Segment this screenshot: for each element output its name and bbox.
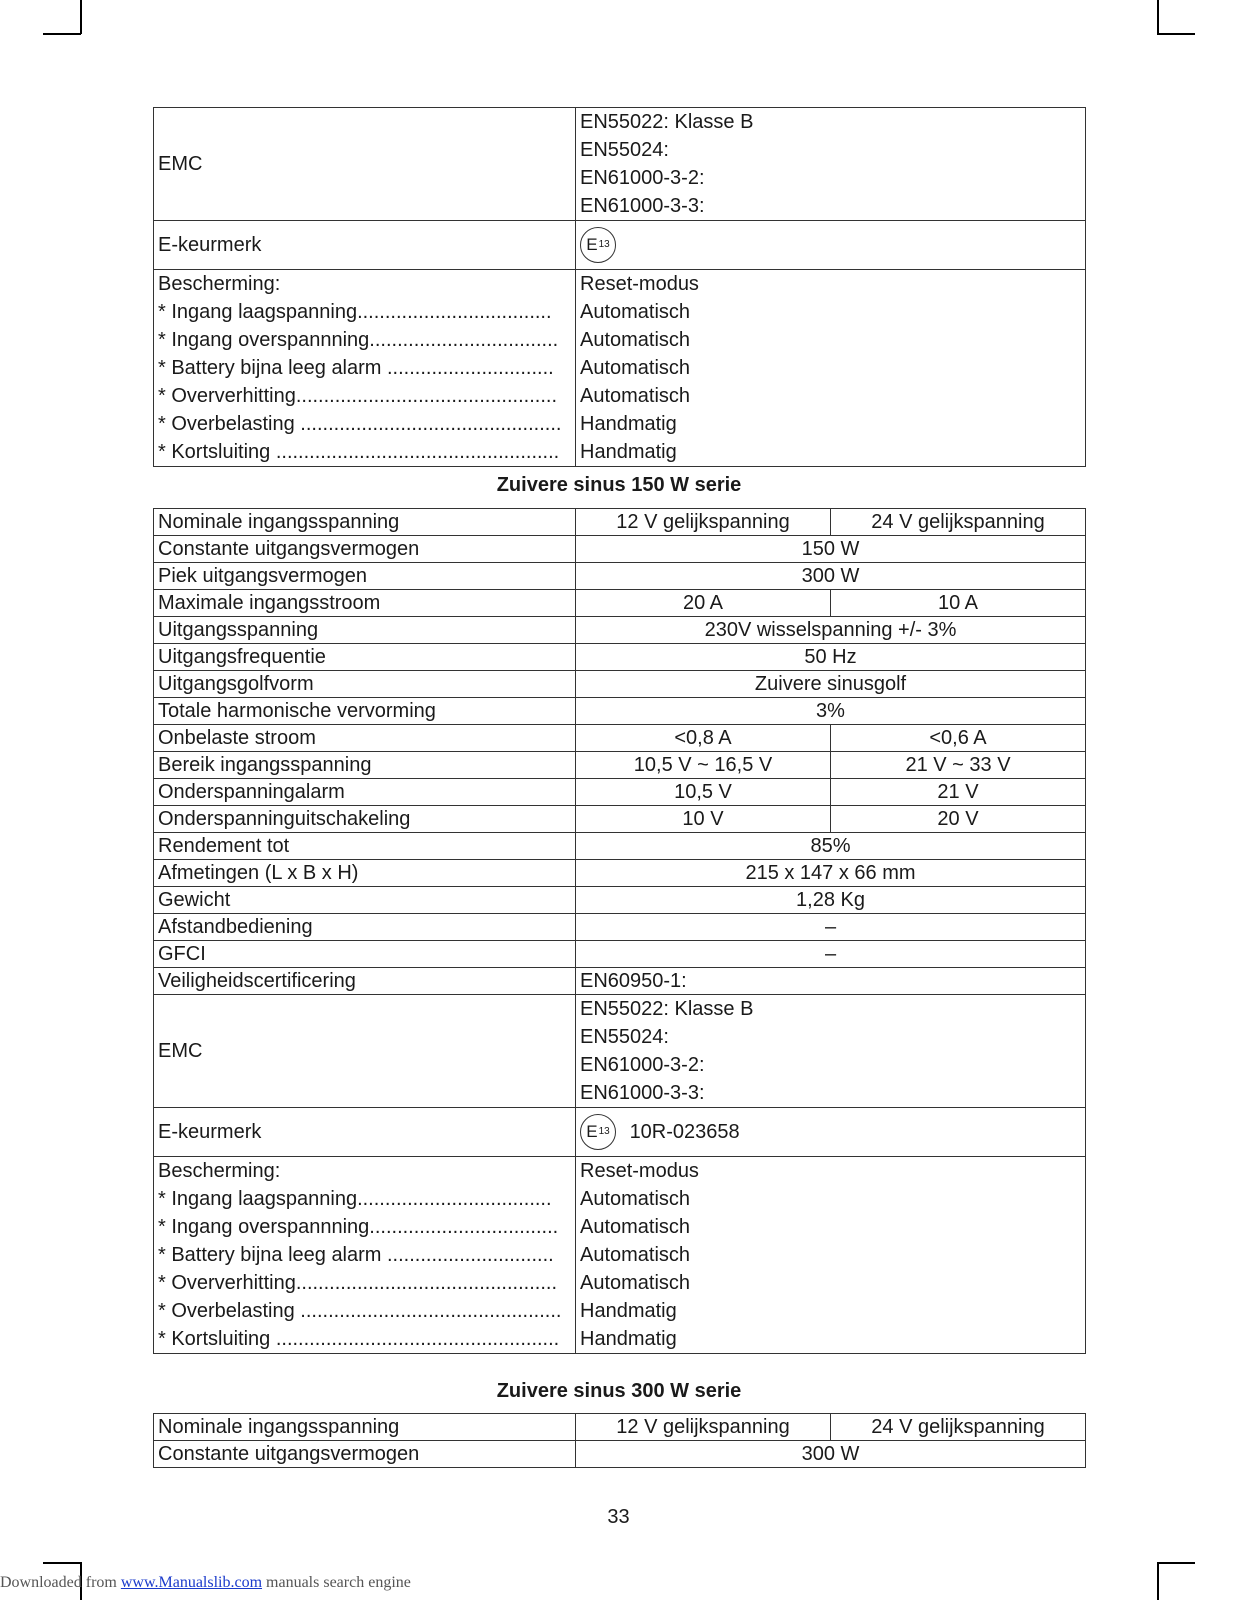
spec-row bbox=[154, 1441, 1086, 1468]
spec-label: Uitgangsspanning bbox=[154, 617, 576, 644]
bescherming-value: Automatisch bbox=[580, 301, 691, 323]
emc-values bbox=[576, 108, 1086, 221]
spec-value: 85% bbox=[576, 833, 1086, 860]
bescherming-value: Automatisch bbox=[580, 1272, 691, 1294]
crop-mark bbox=[1157, 1562, 1195, 1564]
spec-label: Constante uitgangsvermogen bbox=[154, 536, 576, 563]
emc-label: EMC bbox=[154, 108, 576, 221]
bescherming-value: Reset-modus bbox=[580, 1160, 699, 1182]
bescherming-value: Automatisch bbox=[580, 385, 691, 407]
spec-row bbox=[154, 644, 1086, 671]
spec-value: 215 x 147 x 66 mm bbox=[576, 860, 1086, 887]
emc-value: EN55022: Klasse B bbox=[580, 111, 754, 133]
emc-values bbox=[576, 995, 1086, 1108]
e-mark-icon: E 13 bbox=[580, 227, 616, 263]
spec-label: GFCI bbox=[154, 941, 576, 968]
spec-value: 300 W bbox=[576, 563, 1086, 590]
bescherming-value: Reset-modus bbox=[580, 273, 699, 295]
spec-label: Nominale ingangsspanning bbox=[154, 1414, 576, 1441]
spec-value-12v: 10 V bbox=[576, 806, 831, 833]
spec-value: 230V wisselspanning +/- 3% bbox=[576, 617, 1086, 644]
spec-label: Maximale ingangsstroom bbox=[154, 590, 576, 617]
ekeurmerk-label: E-keurmerk bbox=[154, 221, 576, 270]
emc-value: EN55024: bbox=[580, 1026, 669, 1048]
bescherming-value: Automatisch bbox=[580, 357, 691, 379]
emc-value: EN55024: bbox=[580, 139, 669, 161]
bescherming-label: * Ingang laagspanning................................... bbox=[158, 301, 552, 323]
spec-value-24v: 21 V ~ 33 V bbox=[831, 752, 1086, 779]
spec-row bbox=[154, 509, 1086, 536]
bescherming-row bbox=[154, 270, 1086, 467]
spec-row bbox=[154, 806, 1086, 833]
manualslib-link[interactable]: www.Manualslib.com bbox=[120, 1574, 263, 1591]
spec-value-12v: 10,5 V bbox=[576, 779, 831, 806]
spec-value: 3% bbox=[576, 698, 1086, 725]
spec-value-24v: 20 V bbox=[831, 806, 1086, 833]
spec-value-24v: 24 V gelijkspanning bbox=[831, 509, 1086, 536]
bescherming-label: * Ingang overspannning.................................. bbox=[158, 329, 559, 351]
spec-value: 50 Hz bbox=[576, 644, 1086, 671]
spec-row bbox=[154, 833, 1086, 860]
bescherming-labels bbox=[154, 270, 576, 467]
spec-table-top bbox=[153, 107, 1086, 467]
emc-row bbox=[154, 108, 1086, 221]
spec-label: Bereik ingangsspanning bbox=[154, 752, 576, 779]
bescherming-value: Automatisch bbox=[580, 1244, 691, 1266]
page-number: 33 bbox=[607, 1506, 630, 1528]
bescherming-value: Handmatig bbox=[580, 413, 677, 435]
spec-row bbox=[154, 860, 1086, 887]
spec-label: Uitgangsfrequentie bbox=[154, 644, 576, 671]
spec-label: Rendement tot bbox=[154, 833, 576, 860]
download-footer bbox=[0, 1574, 411, 1592]
footer-prefix: Downloaded from bbox=[0, 1574, 121, 1591]
bescherming-values bbox=[576, 270, 1086, 467]
spec-row bbox=[154, 941, 1086, 968]
spec-label: Onderspanninguitschakeling bbox=[154, 806, 576, 833]
crop-mark bbox=[43, 1562, 81, 1564]
crop-mark bbox=[1157, 1562, 1159, 1600]
crop-mark bbox=[43, 33, 81, 35]
bescherming-label: Bescherming: bbox=[158, 1160, 281, 1182]
spec-row bbox=[154, 725, 1086, 752]
crop-mark bbox=[1157, 33, 1195, 35]
bescherming-value: Handmatig bbox=[580, 1300, 677, 1322]
spec-value: EN60950-1: bbox=[576, 968, 1086, 995]
spec-value-12v: 12 V gelijkspanning bbox=[576, 509, 831, 536]
ekeurmerk-value bbox=[576, 1108, 1086, 1157]
spec-label: Piek uitgangsvermogen bbox=[154, 563, 576, 590]
section-heading-300w: Zuivere sinus 300 W serie bbox=[496, 1380, 742, 1402]
ekeurmerk-row bbox=[154, 221, 1086, 270]
emc-row bbox=[154, 995, 1086, 1108]
bescherming-labels bbox=[154, 1157, 576, 1354]
footer-suffix: manuals search engine bbox=[262, 1574, 411, 1591]
spec-row bbox=[154, 698, 1086, 725]
spec-label: Afmetingen (L x B x H) bbox=[154, 860, 576, 887]
spec-label: Gewicht bbox=[154, 887, 576, 914]
emc-value: EN61000-3-2: bbox=[580, 1054, 705, 1076]
spec-value: Zuivere sinusgolf bbox=[576, 671, 1086, 698]
spec-value-12v: <0,8 A bbox=[576, 725, 831, 752]
ekeurmerk-label: E-keurmerk bbox=[154, 1108, 576, 1157]
spec-label: Nominale ingangsspanning bbox=[154, 509, 576, 536]
spec-row bbox=[154, 536, 1086, 563]
spec-label: Constante uitgangsvermogen bbox=[154, 1441, 576, 1468]
spec-value: 150 W bbox=[576, 536, 1086, 563]
spec-row bbox=[154, 671, 1086, 698]
spec-value: 300 W bbox=[576, 1441, 1086, 1468]
spec-row bbox=[154, 779, 1086, 806]
bescherming-label: * Battery bijna leeg alarm .............................. bbox=[158, 357, 554, 379]
bescherming-row bbox=[154, 1157, 1086, 1354]
spec-row bbox=[154, 914, 1086, 941]
bescherming-label: * Ingang laagspanning................................... bbox=[158, 1188, 552, 1210]
bescherming-label: * Oververhitting............................................... bbox=[158, 385, 557, 407]
emc-value: EN55022: Klasse B bbox=[580, 998, 754, 1020]
spec-table-300w bbox=[153, 1413, 1086, 1468]
bescherming-value: Automatisch bbox=[580, 329, 691, 351]
spec-label: Onbelaste stroom bbox=[154, 725, 576, 752]
e-mark-icon: E 13 bbox=[580, 1114, 616, 1150]
emc-label: EMC bbox=[154, 995, 576, 1108]
spec-table-150w bbox=[153, 508, 1086, 1354]
section-heading-150w: Zuivere sinus 150 W serie bbox=[496, 474, 742, 496]
spec-row bbox=[154, 590, 1086, 617]
crop-mark bbox=[1157, 0, 1159, 34]
bescherming-label: * Kortsluiting ................................................... bbox=[158, 441, 560, 463]
spec-row bbox=[154, 887, 1086, 914]
emc-value: EN61000-3-3: bbox=[580, 195, 705, 217]
emc-value: EN61000-3-2: bbox=[580, 167, 705, 189]
bescherming-label: * Overbelasting ............................................... bbox=[158, 413, 562, 435]
bescherming-label: * Battery bijna leeg alarm .............................. bbox=[158, 1244, 554, 1266]
bescherming-value: Handmatig bbox=[580, 441, 677, 463]
bescherming-label: * Oververhitting............................................... bbox=[158, 1272, 557, 1294]
bescherming-values bbox=[576, 1157, 1086, 1354]
spec-label: Afstandbediening bbox=[154, 914, 576, 941]
spec-value: 1,28 Kg bbox=[576, 887, 1086, 914]
spec-value-24v: 10 A bbox=[831, 590, 1086, 617]
ekeurmerk-code: 10R-023658 bbox=[629, 1121, 740, 1143]
spec-value-12v: 10,5 V ~ 16,5 V bbox=[576, 752, 831, 779]
spec-label: Uitgangsgolfvorm bbox=[154, 671, 576, 698]
bescherming-value: Handmatig bbox=[580, 1328, 677, 1350]
spec-value-24v: <0,6 A bbox=[831, 725, 1086, 752]
bescherming-label: * Overbelasting ............................................... bbox=[158, 1300, 562, 1322]
spec-value: – bbox=[576, 941, 1086, 968]
spec-row bbox=[154, 617, 1086, 644]
spec-value-12v: 20 A bbox=[576, 590, 831, 617]
bescherming-label: * Kortsluiting ................................................... bbox=[158, 1328, 560, 1350]
ekeurmerk-row bbox=[154, 1108, 1086, 1157]
spec-label: Onderspanningalarm bbox=[154, 779, 576, 806]
bescherming-label: Bescherming: bbox=[158, 273, 281, 295]
bescherming-value: Automatisch bbox=[580, 1216, 691, 1238]
bescherming-label: * Ingang overspannning.................................. bbox=[158, 1216, 559, 1238]
crop-mark bbox=[80, 0, 82, 34]
spec-value: – bbox=[576, 914, 1086, 941]
spec-row bbox=[154, 563, 1086, 590]
spec-label: Veiligheidscertificering bbox=[154, 968, 576, 995]
spec-value-24v: 21 V bbox=[831, 779, 1086, 806]
ekeurmerk-value bbox=[576, 221, 1086, 270]
spec-row bbox=[154, 1414, 1086, 1441]
spec-value-24v: 24 V gelijkspanning bbox=[831, 1414, 1086, 1441]
spec-label: Totale harmonische vervorming bbox=[154, 698, 576, 725]
spec-row bbox=[154, 752, 1086, 779]
spec-row-safety bbox=[154, 968, 1086, 995]
spec-value-12v: 12 V gelijkspanning bbox=[576, 1414, 831, 1441]
bescherming-value: Automatisch bbox=[580, 1188, 691, 1210]
emc-value: EN61000-3-3: bbox=[580, 1082, 705, 1104]
